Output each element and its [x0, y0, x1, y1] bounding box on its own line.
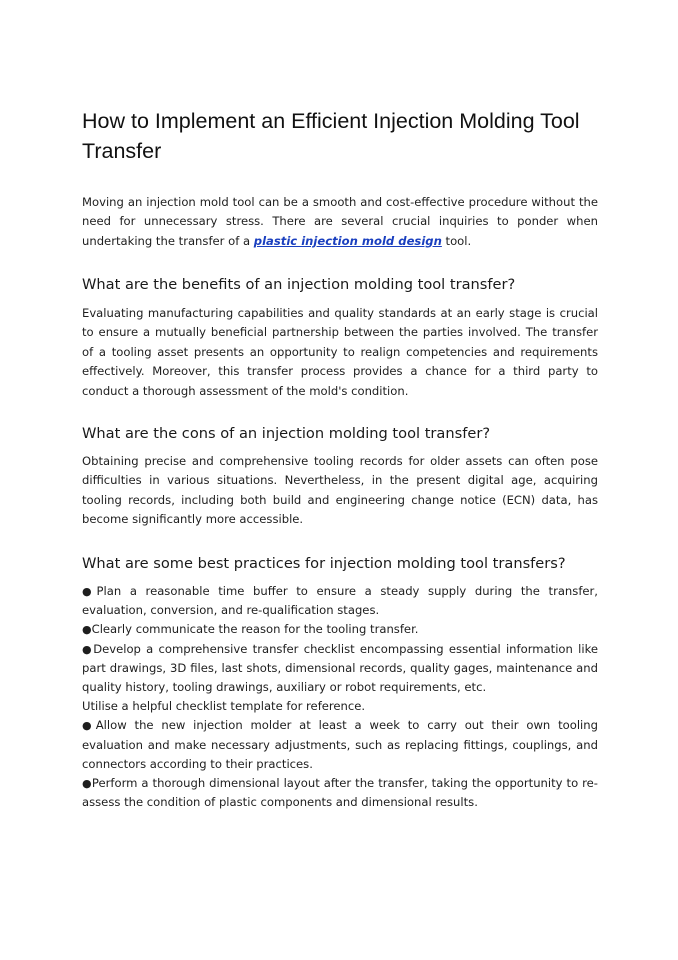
bullet-icon: ●: [82, 623, 92, 637]
bullet-icon: ●: [82, 719, 96, 733]
bullet-icon: ●: [82, 585, 97, 598]
best-practices-heading: What are some best practices for injection molding tool transfers?: [82, 555, 566, 572]
cons-heading: What are the cons of an injection molding tool transfer?: [82, 425, 491, 442]
list-item: ●Develop a comprehensive transfer checklist encompassing essential information like part drawings, 3D files, last shots, dimensional records, quality gages, maintenance and quality history, tooling drawings, auxiliary or robot requirements, etc.: [82, 641, 598, 695]
intro-text-end: tool.: [441, 233, 472, 248]
benefits-heading: What are the benefits of an injection molding tool transfer?: [82, 276, 516, 293]
list-item: ●Allow the new injection molder at least a week to carry out their own tooling evaluation and make necessary adjustments, such as replacing fittings, couplings, and connectors according to their practices.: [82, 718, 598, 771]
list-item: ●Perform a thorough dimensional layout after the transfer, taking the opportunity to re-assess the condition of plastic components and dimensional results.: [82, 776, 598, 810]
list-item: ●Plan a reasonable time buffer to ensure a steady supply during the transfer, evaluation, conversion, and re-qualification stages.: [82, 584, 598, 618]
benefits-paragraph: Evaluating manufacturing capabilities and quality standards at an early stage is crucial to ensure a mutually beneficial partnership between the parties involved. The transfer of a tooling asset presents an opportunity to realign competencies and requirements effectively. Moreover, this transfer process provides a chance for a third party to conduct a thorough assessment of the mold's condition.: [82, 306, 598, 398]
list-note: Utilise a helpful checklist template for reference.: [82, 699, 366, 714]
plastic-injection-mold-design-link[interactable]: plastic injection mold design: [253, 233, 442, 248]
cons-paragraph: Obtaining precise and comprehensive tooling records for older assets can often pose difficulties in various situations. Nevertheless, in the present digital age, acquiring tooling records, including both build and engineering change notice (ECN) data, has become significantly more accessible.: [82, 454, 598, 527]
page-title: How to Implement an Efficient Injection Molding Tool Transfer: [82, 109, 580, 163]
bullet-icon: ●: [82, 777, 92, 791]
intro-paragraph: [82, 193, 598, 251]
best-practices-list: [82, 582, 598, 812]
intro-text: Moving an injection mold tool can be a smooth and cost-effective procedure without the need for unnecessary stress. There are several crucial inquiries to ponder when undertaking the transfer of a: [82, 195, 598, 248]
bullet-icon: ●: [82, 642, 94, 656]
list-item: ●Clearly communicate the reason for the tooling transfer.: [82, 622, 419, 637]
